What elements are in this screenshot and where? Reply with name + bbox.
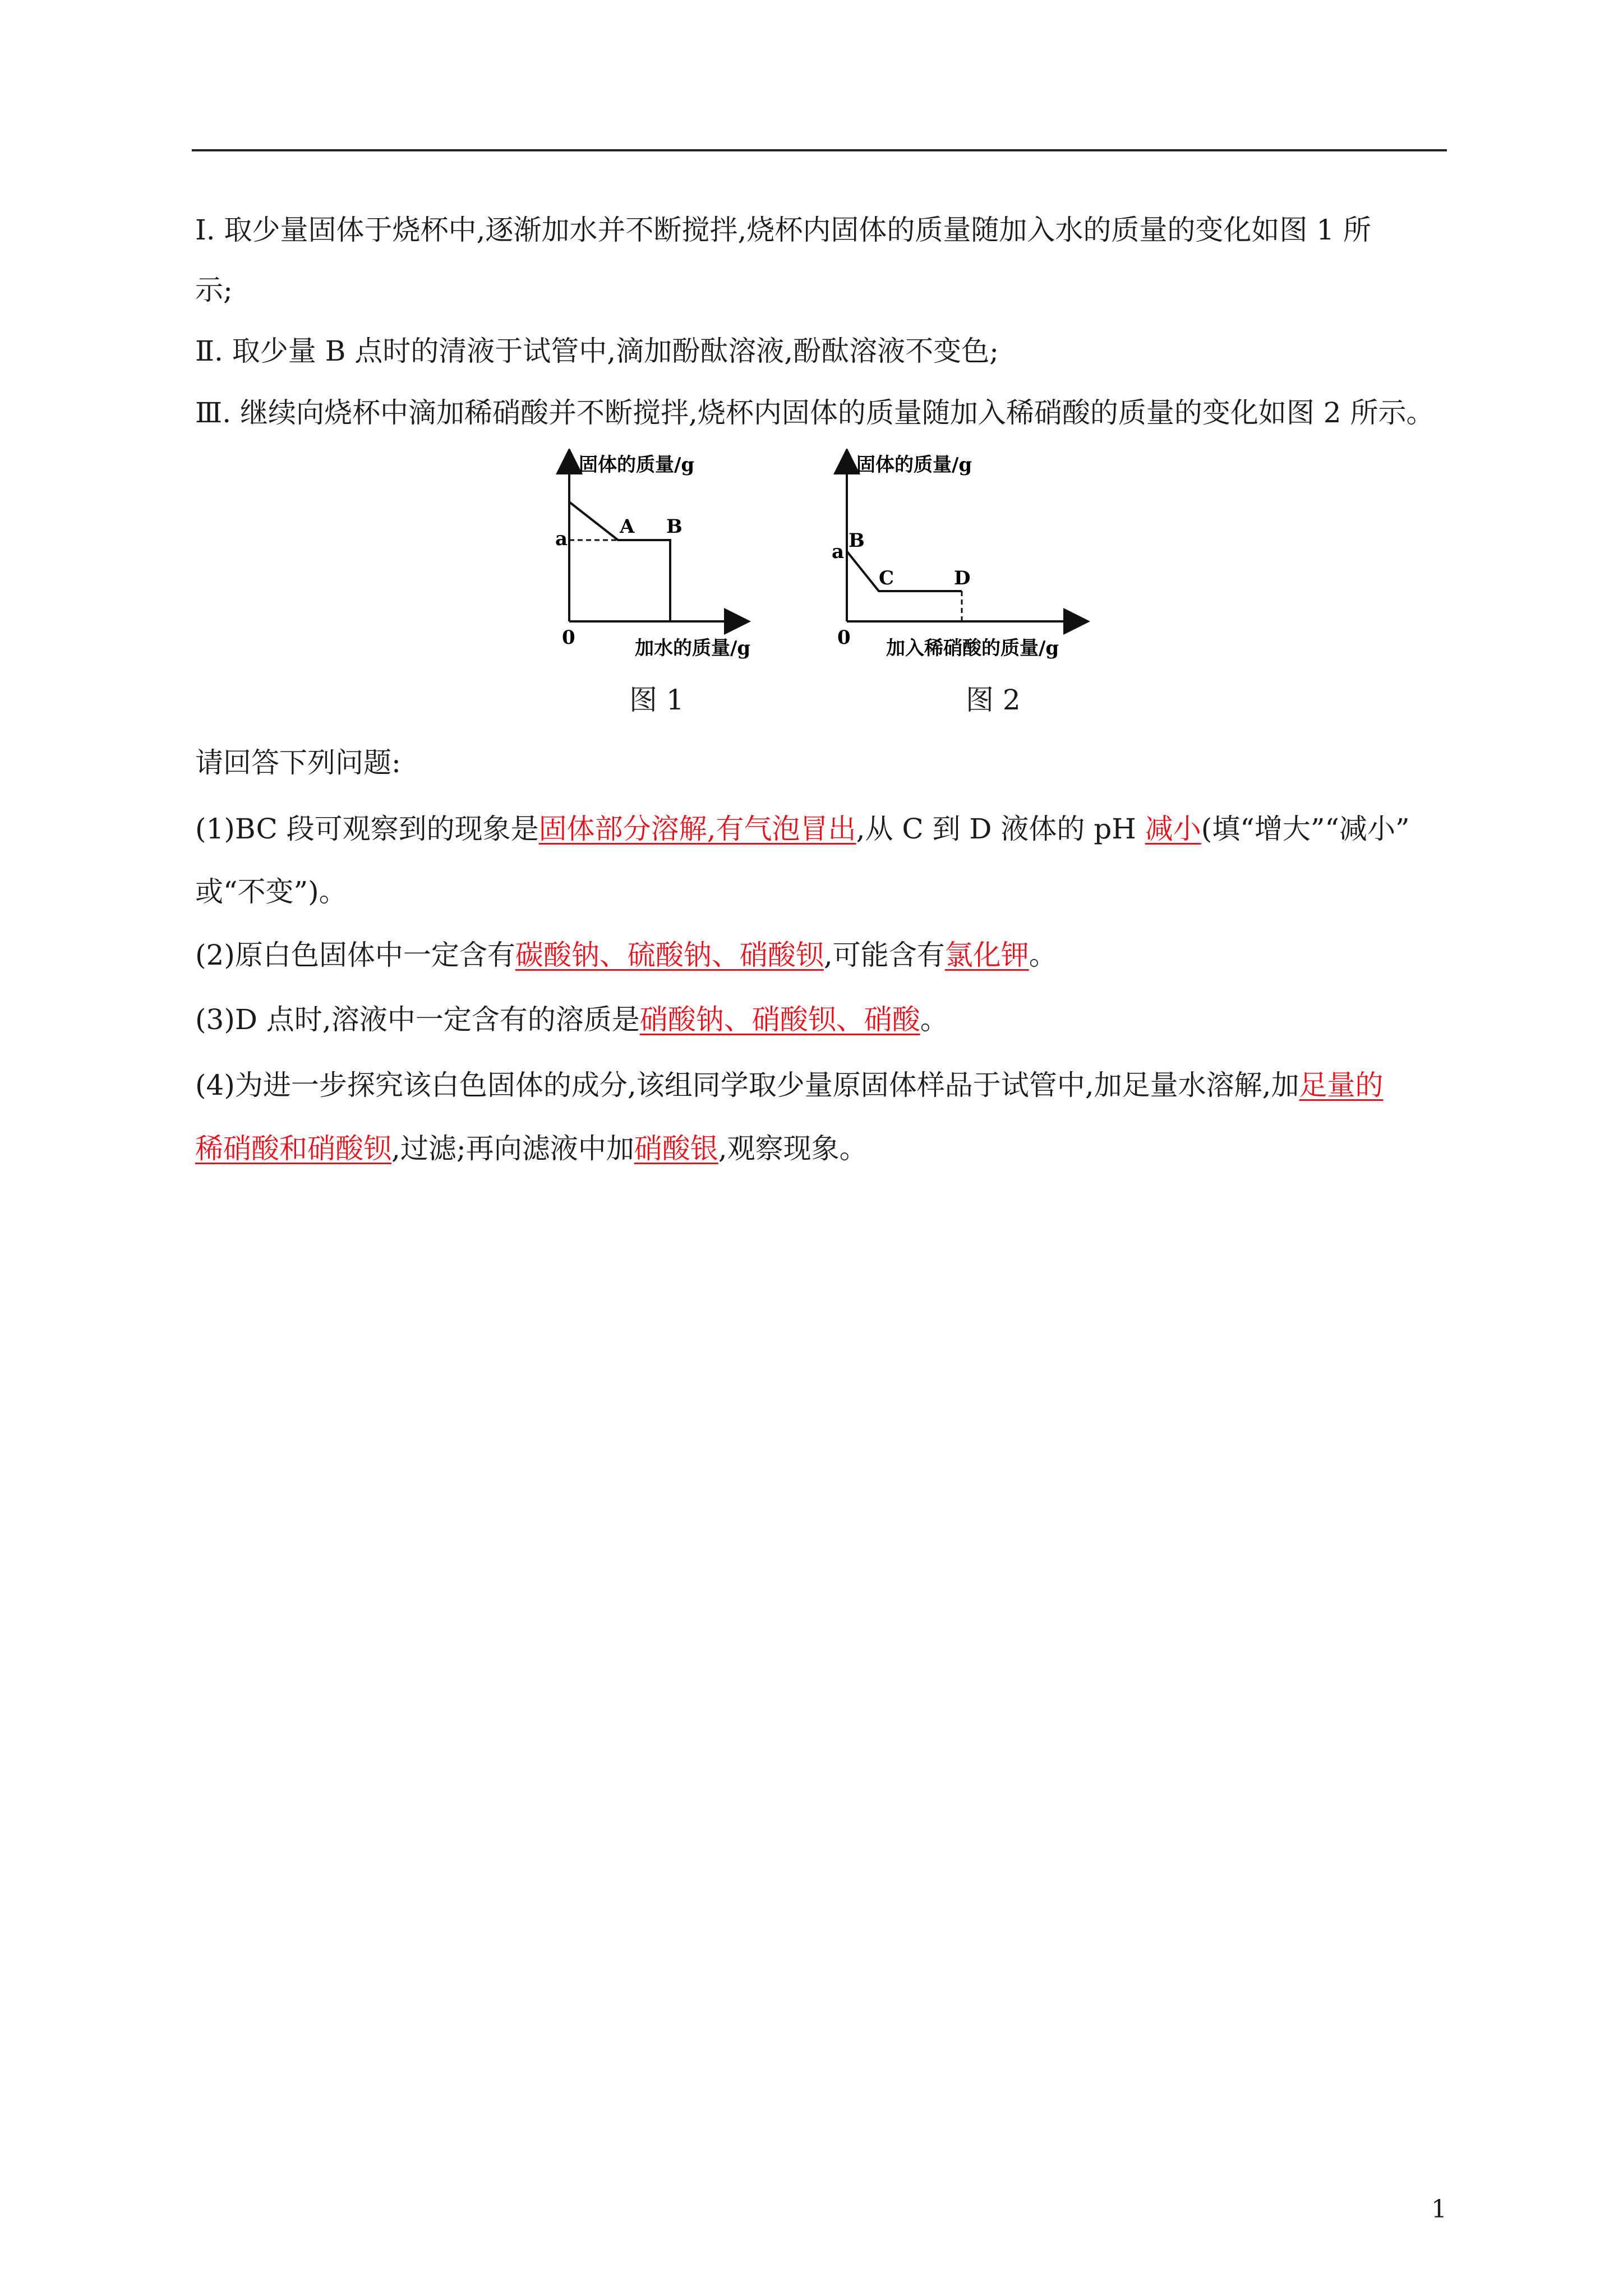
step-1-line-1: Ⅰ. 取少量固体于烧杯中,逐渐加水并不断搅拌,烧杯内固体的质量随加入水的质量的变化如图 1 所 [195, 214, 1371, 246]
fig2-x-label: 加入稀硝酸的质量/g [886, 637, 1059, 660]
q2-answer-2: 氯化钾 [944, 939, 1029, 971]
fig1-point-b: B [666, 515, 683, 538]
fig2-a-label: a [832, 541, 845, 563]
fig1-point-a: A [620, 515, 635, 538]
question-4-line-1 [195, 1068, 1384, 1102]
fig1-x-label: 加水的质量/g [635, 637, 751, 660]
question-1-line-1 [195, 812, 1410, 846]
fig2-curve [847, 551, 962, 591]
question-2 [195, 938, 1057, 972]
figure-2 [822, 449, 1102, 673]
q4-answer-1a: 足量的 [1299, 1069, 1384, 1101]
q1-pre: (1)BC 段可观察到的现象是 [195, 813, 539, 845]
step-2: Ⅱ. 取少量 B 点时的清液于试管中,滴加酚酞溶液,酚酞溶液不变色; [195, 335, 999, 367]
q1-answer-2: 减小 [1145, 813, 1201, 845]
fig2-point-c: C [879, 567, 895, 589]
q4-post: ,观察现象。 [718, 1132, 868, 1165]
q3-answer-1: 硝酸钠、硝酸钡、硝酸 [639, 1003, 920, 1036]
figure-2-caption: 图 2 [966, 684, 1021, 716]
fig2-y-label: 固体的质量/g [856, 454, 972, 476]
fig1-y-label: 固体的质量/g [579, 454, 695, 476]
q2-pre: (2)原白色固体中一定含有 [195, 939, 515, 971]
figure-1 [544, 449, 796, 673]
q4-answer-2: 硝酸银 [634, 1132, 718, 1165]
q2-post: 。 [1029, 939, 1057, 971]
q2-mid: ,可能含有 [823, 939, 945, 971]
page-number: 1 [1431, 2195, 1447, 2224]
fig2-origin: 0 [837, 626, 851, 649]
figure-1-caption: 图 1 [629, 684, 684, 716]
q1-mid: ,从 C 到 D 液体的 pH [856, 813, 1145, 845]
q4-mid: ,过滤;再向滤液中加 [391, 1132, 634, 1165]
fig1-origin: 0 [562, 626, 575, 649]
step-3: Ⅲ. 继续向烧杯中滴加稀硝酸并不断搅拌,烧杯内固体的质量随加入稀硝酸的质量的变化如图 2 所示。 [195, 397, 1435, 429]
q3-post: 。 [920, 1003, 948, 1036]
q1-post: (填“增大”“减小” [1201, 813, 1410, 845]
q1-answer-1: 固体部分溶解,有气泡冒出 [538, 813, 856, 845]
fig2-point-b: B [849, 529, 865, 552]
questions-prompt: 请回答下列问题: [195, 746, 401, 779]
step-1-line-2: 示; [195, 274, 233, 306]
q3-pre: (3)D 点时,溶液中一定含有的溶质是 [195, 1003, 640, 1036]
fig2-point-d: D [954, 567, 971, 589]
fig1-a-label: a [555, 528, 568, 550]
question-4-line-2 [195, 1132, 868, 1165]
header-rule [192, 149, 1447, 151]
q4-answer-1b: 稀硝酸和硝酸钡 [195, 1132, 391, 1165]
q4-pre: (4)为进一步探究该白色固体的成分,该组同学取少量原固体样品于试管中,加足量水溶解,加 [195, 1069, 1299, 1101]
question-3 [195, 1003, 948, 1036]
q2-answer-1: 碳酸钠、硫酸钠、硝酸钡 [515, 939, 824, 971]
question-1-line-2: 或“不变”)。 [195, 875, 347, 908]
